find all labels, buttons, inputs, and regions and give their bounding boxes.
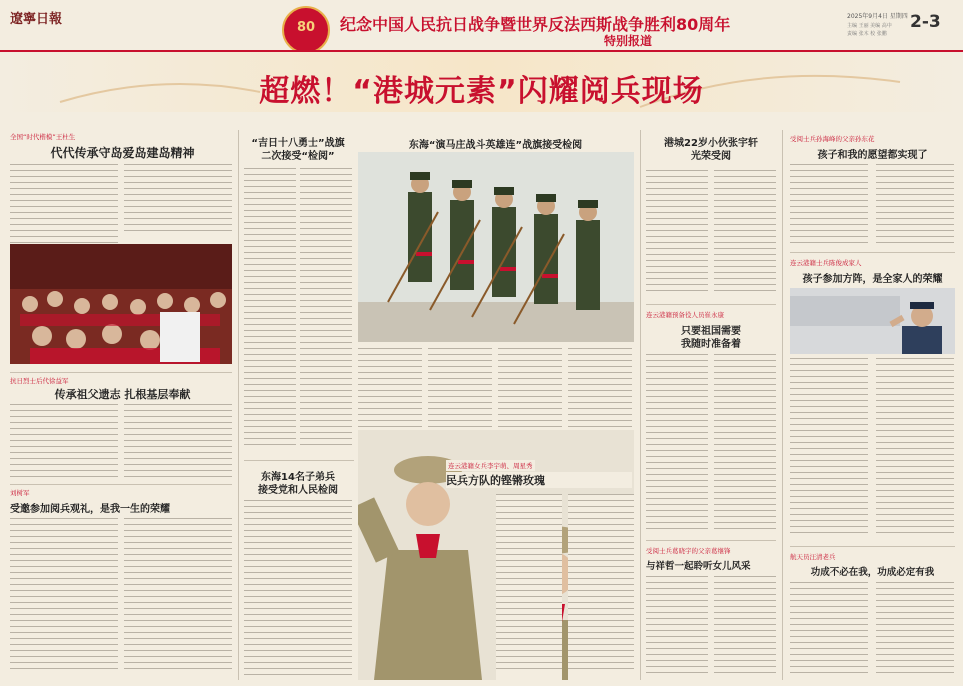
article-title: 功成不必在我，功成必定有我 — [810, 567, 935, 578]
article-title-line: 二次接受“检阅” — [261, 151, 335, 162]
masthead: 遼寧日報 — [10, 12, 63, 27]
article-body — [646, 576, 708, 680]
column-divider — [640, 130, 641, 680]
soldier-portrait-photo — [790, 288, 955, 354]
article-body — [124, 164, 232, 234]
article-body — [714, 354, 776, 536]
article-title: 代代传承守岛爱岛建岛精神 — [50, 146, 195, 160]
article-kicker: 受阅士兵葛晓宇的父亲葛继锋 — [646, 547, 731, 555]
section-divider — [10, 484, 232, 485]
article-kicker: 航天员汪清老兵 — [790, 553, 836, 561]
article-body — [790, 164, 868, 248]
article-body — [876, 582, 954, 680]
article-body — [876, 358, 954, 542]
article-body — [646, 170, 708, 298]
editor-credits-line: 主编 王丽 美编 高中 — [847, 23, 892, 29]
anniversary-emblem: 80 — [282, 6, 330, 54]
section-divider — [646, 304, 776, 305]
editor-credits — [847, 22, 892, 38]
editor-credits-line: 责编 张木 校 张鹏 — [847, 31, 887, 37]
article-body — [714, 576, 776, 680]
column-divider — [782, 130, 783, 680]
article-kicker: 刘树军 — [10, 489, 30, 497]
article-title: 受邀参加阅兵观礼，是我一生的荣耀 — [10, 504, 170, 515]
page-number: 2-3 — [910, 12, 941, 32]
article-title-line: “吉日十八勇士”战旗 — [251, 138, 345, 149]
section-divider — [790, 546, 955, 547]
article-title-line: 只要祖国需要 — [681, 326, 741, 337]
section-divider — [790, 252, 955, 253]
article-kicker: 连云港籍女兵李宇萌、周星秀 — [448, 462, 533, 470]
article-body — [790, 358, 868, 542]
article-body — [244, 168, 296, 458]
main-headline: 超燃！“港城元素”闪耀阅兵现场 — [259, 74, 704, 109]
issue-date: 2025年9月4日 星期四 — [847, 13, 908, 20]
article-title: 孩子参加方阵，是全家人的荣耀 — [802, 274, 943, 285]
article-title-line: 我随时准备着 — [681, 339, 741, 350]
special-banner-title: 纪念中国人民抗日战争暨世界反法西斯战争胜利80周年 — [340, 15, 731, 34]
section-divider — [646, 540, 776, 541]
article-title: 孩子和我的愿望都实现了 — [817, 150, 928, 161]
article-body — [124, 518, 232, 678]
column-divider — [238, 130, 239, 680]
article-body — [568, 494, 634, 680]
page-header — [0, 0, 963, 52]
article-body — [876, 164, 954, 248]
article-body — [124, 404, 232, 482]
article-title: 传承祖父遗志 扎根基层奉献 — [54, 388, 191, 401]
article-title-line: 接受党和人民检阅 — [258, 485, 338, 496]
article-body — [244, 500, 352, 680]
article-body — [790, 582, 868, 680]
article-title: 与祥哲一起聆听女儿风采 — [646, 561, 751, 572]
article-kicker: 抗日烈士后代徐益军 — [10, 377, 69, 385]
article-body — [646, 354, 708, 536]
article-body — [10, 518, 118, 678]
section-divider — [10, 372, 232, 373]
section-divider — [244, 460, 354, 461]
article-body — [496, 494, 562, 680]
article-title-line: 港城22岁小伙张宇轩 — [664, 138, 758, 149]
article-body — [714, 170, 776, 298]
article-title: 东海“演马庄战斗英雄连”战旗接受检阅 — [408, 140, 583, 151]
article-title-line: 光荣受阅 — [691, 151, 731, 162]
article-body — [10, 404, 118, 482]
article-kicker: 连云港籍士兵陈俊成家人 — [790, 259, 862, 267]
crowd-photo — [10, 244, 232, 364]
article-title: 民兵方队的铿锵玫瑰 — [446, 472, 632, 488]
special-report-label: 特别报道 — [604, 34, 653, 48]
article-title-line: 东海14名子弟兵 — [261, 472, 335, 483]
article-kicker: 连云港籍预备役人员崔永康 — [646, 311, 724, 319]
article-kicker: 受阅士兵孙海峰的父亲孙东花 — [790, 135, 875, 143]
parade-soldiers-photo — [358, 152, 634, 342]
article-kicker: 全国“时代楷模”王杜生 — [10, 133, 76, 141]
article-body — [300, 168, 352, 458]
